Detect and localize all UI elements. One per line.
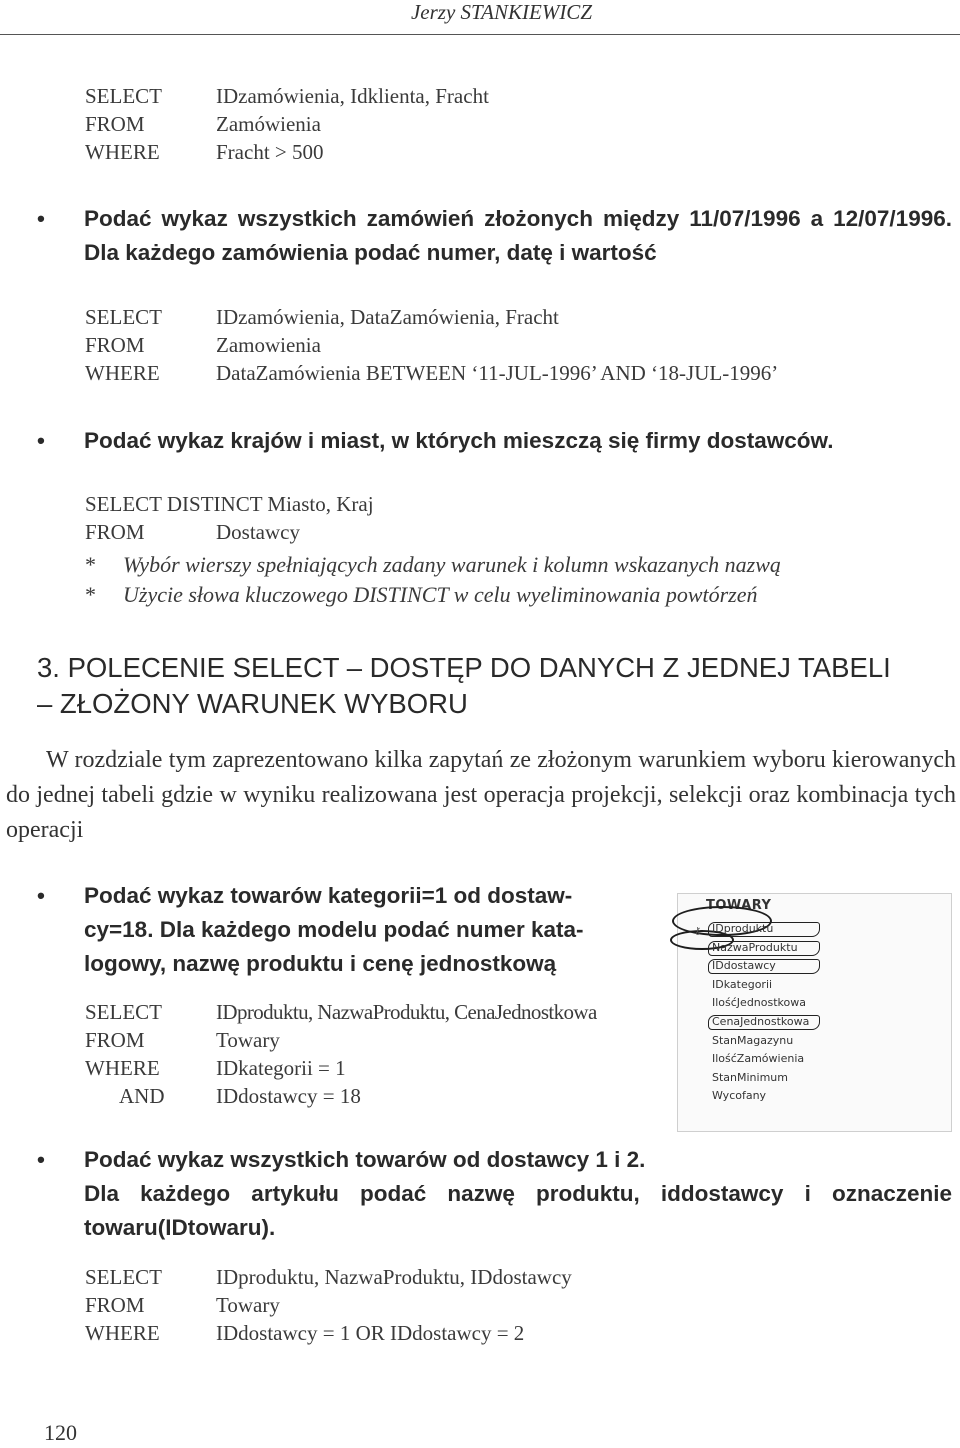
sql-keyword: WHERE: [85, 1056, 160, 1080]
sql-row: [85, 998, 597, 1026]
field-name: CenaJednostkowa: [712, 1014, 810, 1028]
sql-keyword: AND: [119, 1084, 165, 1108]
note-item: [85, 550, 781, 580]
sql-line: SELECT DISTINCT Miasto, Kraj: [85, 492, 374, 516]
sql-value: Zamowienia: [216, 333, 321, 357]
sql-value: Towary: [216, 1028, 280, 1052]
sql-row: [85, 82, 489, 110]
field-name: StanMagazynu: [712, 1033, 794, 1047]
sql-keyword: FROM: [85, 520, 145, 544]
sql-row: [85, 1319, 572, 1347]
sql-keyword: FROM: [85, 112, 145, 136]
sql-row: [85, 138, 489, 166]
sql-keyword: WHERE: [85, 361, 160, 385]
field-list: [694, 920, 938, 1106]
header-author: Jerzy STANKIEWICZ: [410, 0, 592, 24]
field-item: [708, 1013, 938, 1032]
field-item: [708, 1069, 938, 1088]
sql-value: IDdostawcy = 1 OR IDdostawcy = 2: [216, 1321, 525, 1345]
sql-value: Dostawcy: [216, 520, 300, 544]
sql-row: [85, 1026, 597, 1054]
sql-keyword: SELECT: [85, 1265, 162, 1289]
bullet-text: Podać wykaz wszystkich zamówień złożonych między 11/07/1996 a 12/07/1996. Dla każdego zamówienia podać numer, datę i wartość: [84, 206, 952, 265]
sql-row: [85, 1054, 597, 1082]
sql-keyword: SELECT: [85, 1000, 162, 1024]
bullet-item-1: [37, 202, 952, 270]
bullet-dot: •: [37, 206, 45, 231]
bullet-text: Podać wykaz krajów i miast, w których mieszczą się firmy dostawców.: [84, 428, 834, 453]
bullet-item-2: [37, 424, 952, 458]
sql-row: [85, 518, 374, 546]
note-text: Wybór wierszy spełniających zadany warunek i kolumn wskazanych nazwą: [123, 552, 781, 577]
sql-value: Towary: [216, 1293, 280, 1317]
field-item: [708, 1032, 938, 1051]
field-name: Wycofany: [712, 1089, 767, 1103]
sql-keyword: FROM: [85, 1293, 145, 1317]
sql-value: IDproduktu, NazwaProduktu, CenaJednostkowa: [216, 1000, 597, 1024]
bullet-line: logowy, nazwę produktu i cenę jednostkową: [84, 951, 557, 976]
note-star: *: [85, 582, 96, 607]
field-item: [708, 939, 938, 958]
sql-value: IDdostawcy = 18: [216, 1084, 361, 1108]
notes: [85, 550, 781, 610]
sql-keyword: WHERE: [85, 1321, 160, 1345]
section-heading-line-2: – ZŁOŻONY WARUNEK WYBORU: [37, 688, 468, 719]
sql-row: [85, 1082, 597, 1110]
sql-query-2: [85, 303, 778, 387]
bullet-dot: •: [37, 1147, 45, 1172]
bullet-text: [84, 1143, 952, 1245]
field-item: [708, 1087, 938, 1106]
sql-query-3: [85, 490, 374, 546]
field-item: [708, 994, 938, 1013]
field-name: IlośćZamówienia: [712, 1052, 805, 1066]
key-icon: ⚷: [694, 926, 702, 937]
bullet-line: Dla każdego artykułu podać nazwę produktu, iddostawcy i oznaczenie towaru(IDtowaru).: [84, 1181, 952, 1240]
sql-keyword: FROM: [85, 1028, 145, 1052]
field-name: IlośćJednostkowa: [712, 996, 806, 1010]
sql-keyword: FROM: [85, 333, 145, 357]
field-name: NazwaProduktu: [712, 940, 798, 954]
sql-row: [85, 110, 489, 138]
bullet-text: [84, 879, 677, 981]
bullet-dot: •: [37, 428, 45, 453]
figure-title: TOWARY: [706, 898, 772, 913]
sql-row: [85, 359, 778, 387]
bullet-dot: •: [37, 883, 45, 908]
sql-value: Fracht > 500: [216, 140, 324, 164]
bullet-item-4: [37, 1143, 952, 1245]
field-item: [708, 957, 938, 976]
running-header: [0, 0, 960, 35]
field-name: IDdostawcy: [712, 959, 776, 973]
field-name: StanMinimum: [712, 1070, 788, 1084]
sql-row: [85, 1263, 572, 1291]
section-heading-line-1: 3. POLECENIE SELECT – DOSTĘP DO DANYCH Z JEDNEJ TABELI: [37, 652, 891, 683]
field-item: [708, 976, 938, 995]
sql-row: [85, 1291, 572, 1319]
sql-value: IDproduktu, NazwaProduktu, IDdostawcy: [216, 1265, 572, 1289]
sql-value: IDzamówienia, Idklienta, Fracht: [216, 84, 489, 108]
field-name: IDproduktu: [712, 922, 774, 935]
page-number: 120: [44, 1420, 77, 1445]
sql-keyword: WHERE: [85, 140, 160, 164]
sql-query-5: [85, 1263, 572, 1347]
sql-row: [85, 303, 778, 331]
field-name: IDkategorii: [712, 977, 773, 991]
sql-query-4: [85, 998, 597, 1110]
field-item: [694, 920, 938, 939]
section-heading: [37, 650, 957, 722]
bullet-line: Podać wykaz wszystkich towarów od dostawcy 1 i 2.: [84, 1147, 646, 1172]
note-text: Użycie słowa kluczowego DISTINCT w celu wyeliminowania powtórzeń: [123, 582, 758, 607]
bullet-item-3: [37, 879, 677, 981]
sql-value: IDzamówienia, DataZamówienia, Fracht: [216, 305, 559, 329]
towary-table-figure: [677, 893, 952, 1132]
section-paragraph: W rozdziale tym zaprezentowano kilka zapytań ze złożonym warunkiem wyboru kierowanych do jednej tabeli gdzie w wyniku realizowana jest operacja projekcji, selekcji oraz kombinacja tych operacji: [6, 747, 956, 843]
note-item: [85, 580, 781, 610]
sql-value: IDkategorii = 1: [216, 1056, 346, 1080]
sql-query-1: [85, 82, 489, 166]
bullet-line: cy=18. Dla każdego modelu podać numer kata-: [84, 917, 584, 942]
sql-keyword: SELECT: [85, 84, 162, 108]
sql-value: Zamówienia: [216, 112, 321, 136]
sql-row: [85, 331, 778, 359]
field-item: [708, 1050, 938, 1069]
sql-keyword: SELECT: [85, 305, 162, 329]
sql-value: DataZamówienia BETWEEN ‘11-JUL-1996’ AND ‘18-JUL-1996’: [216, 361, 779, 385]
bullet-line: Podać wykaz towarów kategorii=1 od dostaw-: [84, 883, 573, 908]
note-star: *: [85, 552, 96, 577]
sql-row: [85, 490, 374, 518]
